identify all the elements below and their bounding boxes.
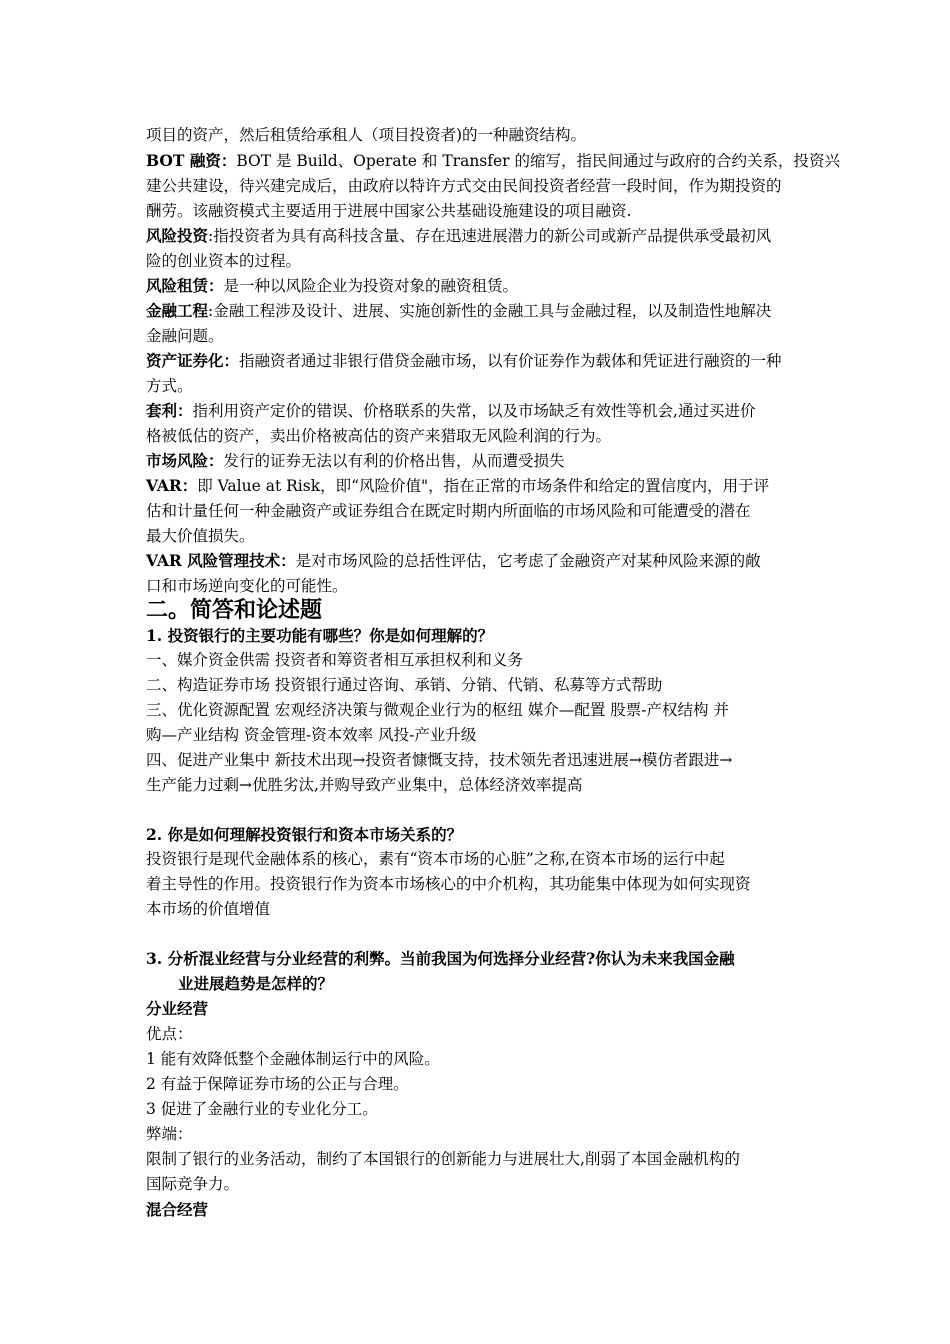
definition-arbitrage: 套利：指利用资产定价的错误、价格联系的失常，以及市场缺乏有效性等机会,通过买进价 格被低估的资产，卖出价格被高估的资产来猎取无风险利润的行为。 <box>146 401 756 445</box>
subheading-mixed: 混合经营 <box>146 1200 209 1219</box>
term: VAR 风险管理技术： <box>146 551 296 570</box>
term: 资产证券化： <box>146 351 240 370</box>
definition-financial-engineering: 金融工程:金融工程涉及设计、进展、实施创新性的金融工具与金融过程，以及制造性地解决 金融问题。 <box>146 301 772 345</box>
term: BOT 融资： <box>146 151 237 170</box>
definition-securitization: 资产证券化：指融资者通过非银行借贷金融市场，以有价证券作为载体和凭证进行融资的一种 方式。 <box>146 351 782 395</box>
definition-venture-capital: 风险投资:指投资者为具有高科技含量、存在迅速进展潜力的新公司或新产品提供承受最初风 险的创业资本的过程。 <box>146 226 772 270</box>
definition-market-risk: 市场风险：发行的证券无法以有利的价格出售，从而遭受损失 <box>146 451 565 470</box>
term: 金融工程 <box>146 301 209 320</box>
definition-bot: BOT 融资：BOT 是 Build、Operate 和 Transfer 的缩写，指民间通过与政府的合约关系，投资兴 建公共建设，待兴建完成后，由政府以特许方式交由民间投资者经营一段时间，作为期投资的 酬劳。该融资模式主要适用于进展中国家公共基础设施建设的项目融资. <box>146 151 840 220</box>
question-1-answer: 一、媒介资金供需 投资者和筹资者相互承担权利和义务 二、构造证券市场 投资银行通过咨询、承销、分销、代销、私募等方式帮助 三、优化资源配置 宏观经济决策与微观企业行为的枢纽 媒介—配置 股票-产权结构 并 购—产业结构 资金管理-资本效率 风投-产业升级 四、促进产业集中 新技术出现→投资者慷慨支持，技术领先者迅速进展→模仿者跟进→ 生产能力过剩→优胜劣汰,并购导致产业集中，总体经济效率提高 <box>146 651 733 794</box>
question-3-title: 3. 分析混业经营与分业经营的利弊。当前我国为何选择分业经营?你认为未来我国金融 业进展趋势是怎样的？ <box>146 949 735 993</box>
definition-var-management: VAR 风险管理技术：是对市场风险的总括性评估，它考虑了金融资产对某种风险来源的敞 口和市场逆向变化的可能性。 <box>146 551 761 595</box>
term: 套利： <box>146 401 193 420</box>
term: 风险租赁： <box>146 276 224 295</box>
definition-continuation: 项目的资产，然后租赁给承租人（项目投资者)的一种融资结构。 <box>146 126 587 144</box>
definition-var: VAR：即 Value at Risk，即“风险价值"，指在正常的市场条件和给定的置信度内，用于评 估和计量任何一种金融资产或证券组合在既定时期内所面临的市场风险和可能遭受的潜在 最大价值损失。 <box>146 476 770 545</box>
question-2-answer: 投资银行是现代金融体系的核心，素有“资本市场的心脏”之称,在资本市场的运行中起 着主导性的作用。投资银行作为资本市场核心的中介机构，其功能集中体现为如何实现资 本市场的价值增值 <box>146 850 751 918</box>
question-2-title: 2. 你是如何理解投资银行和资本市场关系的？ <box>146 825 463 844</box>
subheading-separate: 分业经营 <box>146 999 209 1018</box>
definition-venture-leasing: 风险租赁：是一种以风险企业为投资对象的融资租赁。 <box>146 276 519 295</box>
term: VAR： <box>146 476 198 495</box>
term: 市场风险： <box>146 451 224 470</box>
question-3-answer: 分业经营 优点： 1 能有效降低整个金融体制运行中的风险。 2 有益于保障证券市场的公正与合理。 3 促进了金融行业的专业化分工。 弊端： 限制了银行的业务活动，制约了本国银行的创新能力与进展壮大,削弱了本国金融机构的 国际竞争力。 混合经营 <box>146 999 740 1219</box>
term: 风险投资 <box>146 226 209 245</box>
section-heading: 二。简答和论述题 <box>146 597 323 623</box>
question-1-title: 1. 投资银行的主要功能有哪些？你是如何理解的？ <box>146 626 494 645</box>
